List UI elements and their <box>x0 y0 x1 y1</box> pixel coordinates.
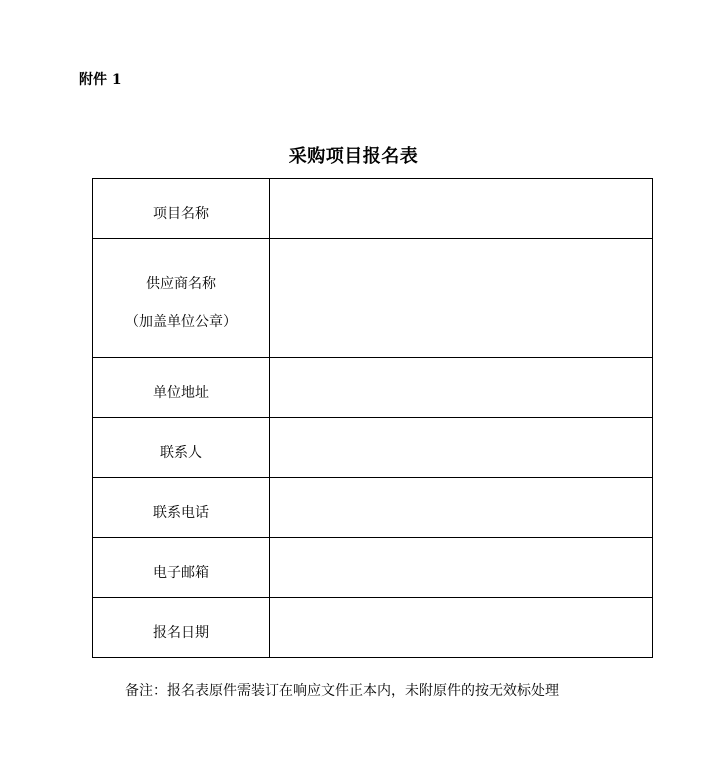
table-row-project-name <box>93 179 653 239</box>
contact-person-field[interactable] <box>270 418 653 478</box>
label-cell-address <box>93 358 270 418</box>
project-name-label: 项目名称 <box>153 205 209 222</box>
supplier-name-label-block <box>93 276 269 331</box>
label-cell-supplier-name <box>93 239 270 358</box>
label-cell-email <box>93 538 270 598</box>
label-cell-project-name <box>93 179 270 239</box>
label-cell-registration-date <box>93 598 270 658</box>
registration-date-field[interactable] <box>270 598 653 658</box>
table-row-address <box>93 358 653 418</box>
contact-person-label: 联系人 <box>160 444 202 461</box>
registration-form-table <box>92 178 653 658</box>
address-field[interactable] <box>270 358 653 418</box>
table-row-supplier-name <box>93 239 653 358</box>
table-row-registration-date <box>93 598 653 658</box>
attachment-label: 附件 1 <box>79 72 122 88</box>
label-cell-contact-person <box>93 418 270 478</box>
table-row-phone <box>93 478 653 538</box>
supplier-seal-note: （加盖单位公章） <box>125 314 237 330</box>
phone-label: 联系电话 <box>153 504 209 521</box>
form-title: 采购项目报名表 <box>288 146 419 167</box>
supplier-name-label: 供应商名称 <box>146 276 216 292</box>
address-label: 单位地址 <box>153 384 209 401</box>
phone-field[interactable] <box>270 478 653 538</box>
email-label: 电子邮箱 <box>153 564 209 581</box>
table-row-email <box>93 538 653 598</box>
registration-date-label: 报名日期 <box>153 624 209 641</box>
label-cell-phone <box>93 478 270 538</box>
table-row-contact-person <box>93 418 653 478</box>
project-name-field[interactable] <box>270 179 653 239</box>
email-field[interactable] <box>270 538 653 598</box>
supplier-name-field[interactable] <box>270 239 653 358</box>
remark-note: 备注：报名表原件需装订在响应文件正本内，未附原件的按无效标处理 <box>125 683 559 699</box>
